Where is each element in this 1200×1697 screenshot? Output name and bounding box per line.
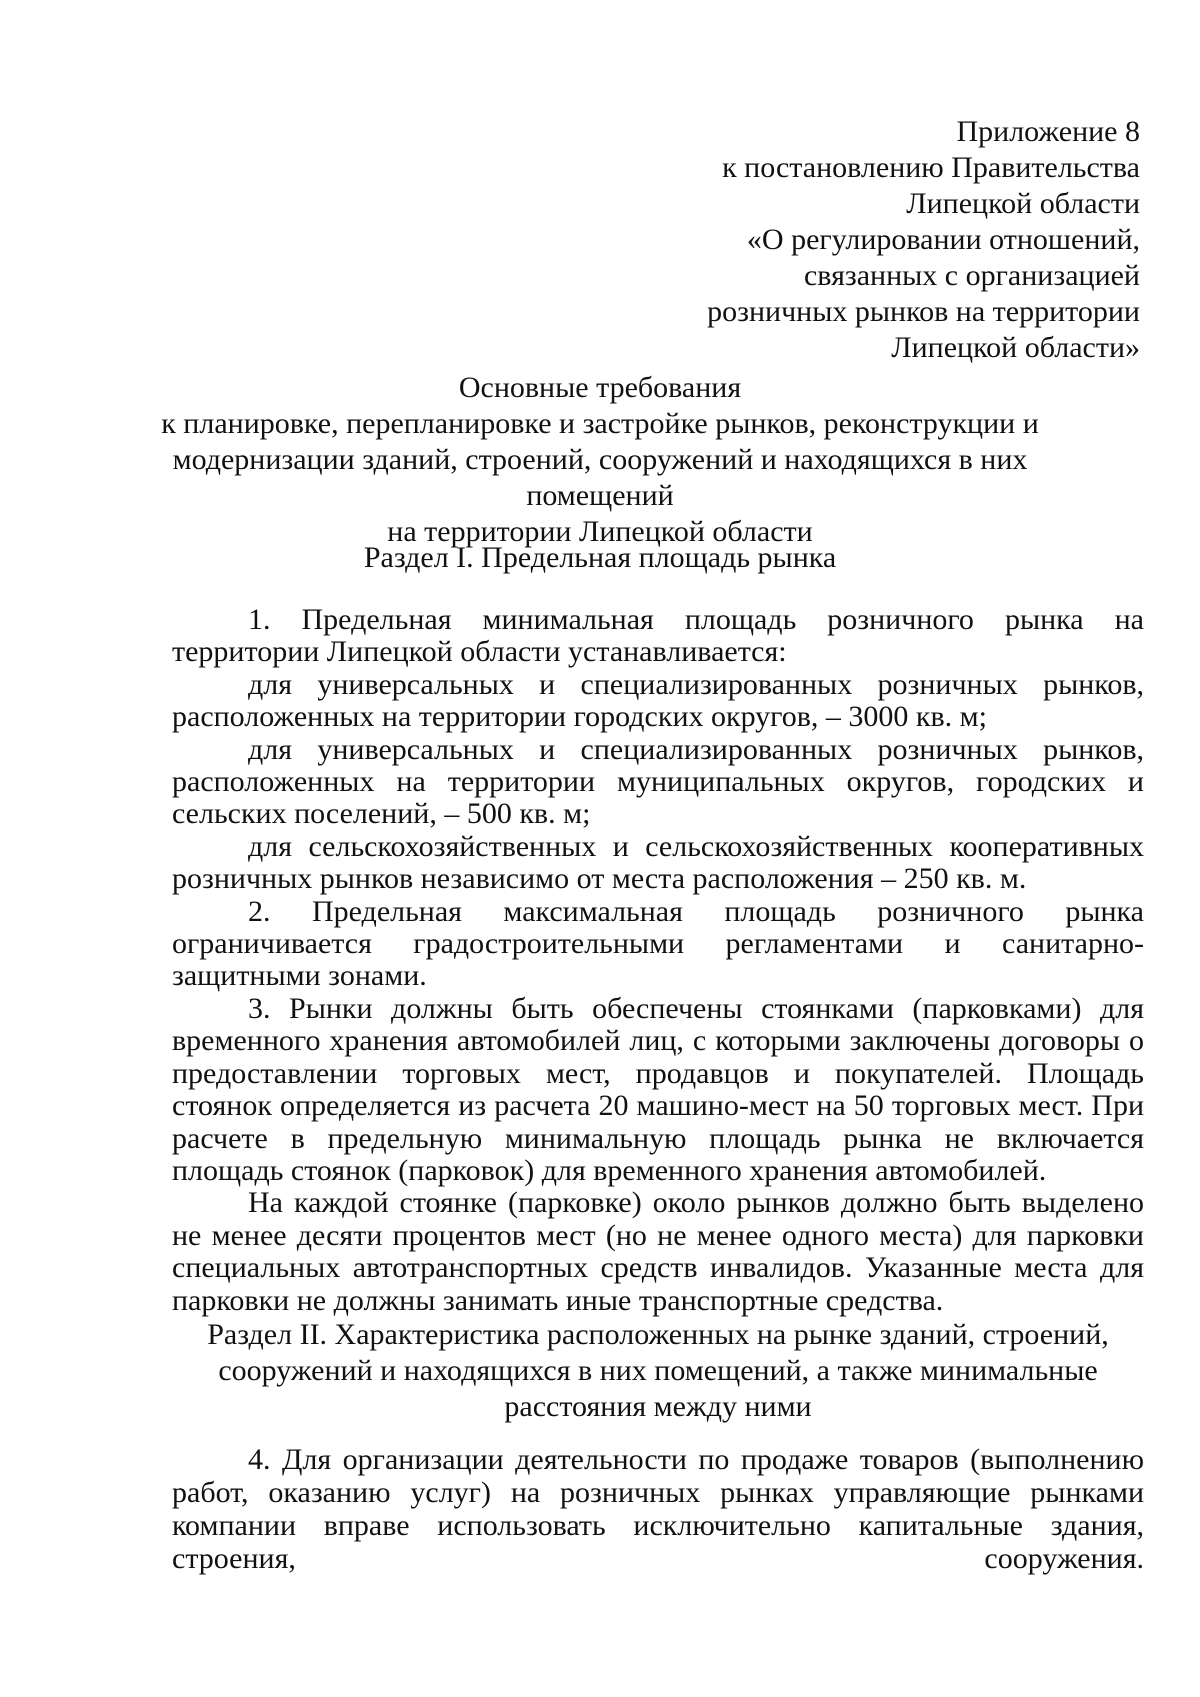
annex-line: связанных с организацией: [803, 259, 1140, 292]
document-title: [140, 370, 1060, 550]
title-line: к планировке, перепланировке и застройке рынков, реконструкции и: [161, 407, 1039, 440]
paragraph: 3. Рынки должны быть обеспечены стоянками (парковками) для временного хранения автомобилей лиц, с которыми заключены договоры о предоставлении торговых мест, продавцов и покупателей. Площадь стоянок определяется из расчета 20 машино-мест на 50 торговых мест. При расчете в предельную минимальную площадь рынка не включается площадь стоянок (парковок) для временного хранения автомобилей.: [172, 991, 1144, 1187]
annex-line: Липецкой области: [906, 187, 1140, 220]
paragraph: для сельскохозяйственных и сельскохозяйственных кооперативных розничных рынков независимо от места расположения – 250 кв. м.: [172, 829, 1144, 896]
annex-line: Приложение 8: [956, 115, 1140, 148]
title-line: Основные требования: [458, 371, 742, 404]
annex-line: «О регулировании отношений,: [746, 223, 1140, 256]
section-1-body: [172, 604, 1144, 1317]
section-2-body: [172, 1443, 1144, 1575]
annex-line: Липецкой области»: [891, 331, 1140, 364]
annex-line: к постановлению Правительства: [722, 151, 1140, 184]
title-line: на территории Липецкой области: [387, 515, 813, 548]
paragraph: для универсальных и специализированных розничных рынков, расположенных на территории муниципальных округов, городских и сельских поселений, – 500 кв. м;: [172, 732, 1144, 831]
paragraph: На каждой стоянке (парковке) около рынков должно быть выделено не менее десяти процентов мест (но не менее одного места) для парковки специальных автотранспортных средств инвалидов. Указанные места для парковки не должны занимать иные транспортные средства.: [172, 1186, 1144, 1317]
paragraph: 4. Для организации деятельности по продаже товаров (выполнению работ, оказанию услуг) на розничных рынках управляющие рынками компании вправе использовать исключительно капитальные здания, строения, сооружения.: [172, 1443, 1144, 1575]
annex-header: [540, 114, 1140, 366]
paragraph: для универсальных и специализированных розничных рынков, расположенных на территории городских округов, – 3000 кв. м;: [172, 667, 1144, 734]
annex-line: розничных рынков на территории: [707, 295, 1140, 328]
heading-line: Раздел II. Характеристика расположенных на рынке зданий, строений,: [207, 1318, 1109, 1351]
paragraph: 2. Предельная максимальная площадь розничного рынка ограничивается градостроительными регламентами и санитарно-защитными зонами.: [172, 894, 1144, 993]
paragraph: 1. Предельная минимальная площадь розничного рынка на территории Липецкой области устанавливается:: [172, 603, 1144, 669]
section-1-heading: Раздел I. Предельная площадь рынка: [363, 541, 837, 574]
heading-line: сооружений и находящихся в них помещений, а также минимальные: [218, 1354, 1098, 1387]
section-2-heading: [172, 1317, 1144, 1425]
title-line: модернизации зданий, строений, сооружений и находящихся в них помещений: [172, 443, 1028, 512]
heading-line: расстояния между ними: [504, 1390, 812, 1423]
